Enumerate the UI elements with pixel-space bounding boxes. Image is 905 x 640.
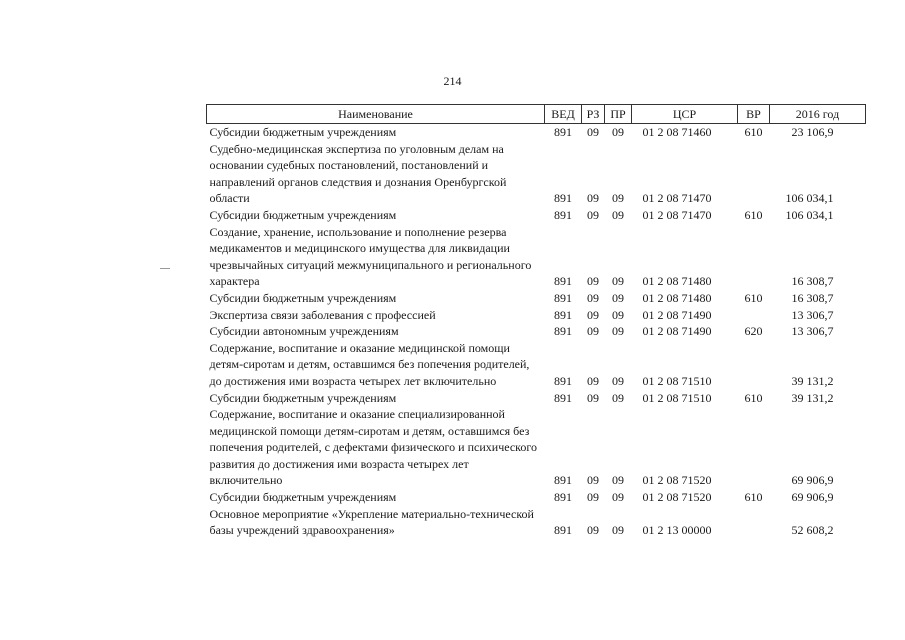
cell-name: Содержание, воспитание и оказание специализированной медицинской помощи детям-сиротам и детям, оставшимся без попечения родителей, с дефектами физического и психического развития до достижения ими возраста четырех лет включительно [209, 407, 538, 488]
cell-sum: 39 131,2 [791, 373, 834, 388]
cell-pr: 09 [612, 473, 624, 488]
cell-pr: 09 [612, 390, 624, 405]
cell-name: Содержание, воспитание и оказание медицинской помощи детям-сиротам и детям, оставшимся без попечения родителей, до достижения ими возраста четырех лет включительно [209, 340, 530, 388]
cell-vr: 610 [744, 290, 763, 305]
cell-csr: 01 2 13 00000 [642, 523, 712, 538]
cell-csr: 01 2 08 71480 [642, 290, 712, 305]
cell-rz: 09 [587, 290, 599, 305]
header-csr: ЦСР [632, 105, 738, 124]
cell-vr [738, 224, 770, 290]
cell-sum: 69 906,9 [791, 473, 834, 488]
cell-name: Субсидии бюджетным учреждениям [209, 490, 397, 505]
cell-csr: 01 2 08 71490 [642, 307, 712, 322]
table-row [207, 489, 866, 506]
margin-mark [160, 268, 170, 269]
header-name: Наименование [207, 105, 545, 124]
header-vr: ВР [738, 105, 770, 124]
cell-pr: 09 [612, 125, 624, 139]
cell-name: Судебно-медицинская экспертиза по уголовным делам на основании судебных постановлений, постановлений и направлений органов следствия и дознания Оренбургской области [209, 141, 507, 206]
cell-ved: 891 [554, 523, 572, 538]
cell-name: Субсидии бюджетным учреждениям [209, 207, 397, 222]
cell-vr [738, 141, 770, 207]
cell-csr: 01 2 08 71510 [642, 373, 712, 388]
cell-vr: 620 [744, 324, 763, 339]
cell-vr [738, 307, 770, 324]
table-row [207, 207, 866, 224]
budget-table [206, 104, 866, 539]
cell-ved: 891 [554, 390, 572, 405]
cell-rz: 09 [587, 324, 599, 339]
cell-sum: 13 306,7 [791, 307, 834, 322]
header-pr: ПР [605, 105, 632, 124]
cell-csr: 01 2 08 71520 [642, 473, 712, 488]
cell-vr [738, 506, 770, 539]
cell-sum: 16 308,7 [791, 274, 834, 289]
table-row [207, 323, 866, 340]
cell-csr: 01 2 08 71470 [642, 207, 712, 222]
cell-pr: 09 [612, 373, 624, 388]
cell-name: Основное мероприятие «Укрепление материально-технической базы учреждений здравоохранения» [209, 506, 534, 538]
cell-sum: 69 906,9 [791, 490, 834, 505]
cell-name: Субсидии автономным учреждениям [209, 324, 399, 339]
table-row [207, 307, 866, 324]
cell-ved: 891 [554, 191, 572, 206]
cell-sum: 106 034,1 [785, 191, 834, 206]
table-row [207, 290, 866, 307]
cell-rz: 09 [587, 390, 599, 405]
cell-pr: 09 [612, 490, 624, 505]
cell-csr: 01 2 08 71490 [642, 324, 712, 339]
cell-rz: 09 [587, 490, 599, 505]
cell-rz: 09 [587, 373, 599, 388]
cell-rz: 09 [587, 473, 599, 488]
cell-pr: 09 [612, 207, 624, 222]
cell-rz: 09 [587, 125, 599, 139]
cell-pr: 09 [612, 324, 624, 339]
cell-name: Экспертиза связи заболевания с профессией [209, 307, 436, 322]
cell-pr: 09 [612, 191, 624, 206]
cell-vr [738, 340, 770, 390]
cell-vr [738, 406, 770, 489]
cell-vr: 610 [744, 125, 763, 139]
header-rz: РЗ [582, 105, 605, 124]
cell-pr: 09 [612, 307, 624, 322]
cell-sum: 13 306,7 [791, 324, 834, 339]
cell-ved: 891 [554, 490, 572, 505]
header-ved: ВЕД [545, 105, 582, 124]
cell-sum: 106 034,1 [785, 207, 834, 222]
cell-name: Субсидии бюджетным учреждениям [209, 290, 397, 305]
cell-csr: 01 2 08 71470 [642, 191, 712, 206]
cell-ved: 891 [554, 307, 572, 322]
cell-csr: 01 2 08 71460 [642, 125, 712, 139]
cell-csr: 01 2 08 71520 [642, 490, 712, 505]
cell-sum: 23 106,9 [791, 125, 834, 139]
cell-pr: 09 [612, 274, 624, 289]
cell-ved: 891 [554, 125, 572, 139]
cell-ved: 891 [554, 473, 572, 488]
table-row [207, 141, 866, 207]
cell-sum: 16 308,7 [791, 290, 834, 305]
table-row [207, 124, 866, 141]
cell-csr: 01 2 08 71480 [642, 274, 712, 289]
cell-rz: 09 [587, 523, 599, 538]
cell-vr: 610 [744, 207, 763, 222]
cell-rz: 09 [587, 191, 599, 206]
cell-name: Создание, хранение, использование и пополнение резерва медикаментов и медицинского имущества для ликвидации чрезвычайных ситуаций межмуниципального и регионального характера [209, 224, 532, 289]
cell-ved: 891 [554, 324, 572, 339]
table-row [207, 406, 866, 489]
cell-vr: 610 [744, 490, 763, 505]
cell-csr: 01 2 08 71510 [642, 390, 712, 405]
cell-ved: 891 [554, 274, 572, 289]
table-body [207, 124, 866, 539]
cell-ved: 891 [554, 290, 572, 305]
page-number: 214 [443, 74, 462, 88]
cell-pr: 09 [612, 290, 624, 305]
cell-rz: 09 [587, 274, 599, 289]
cell-ved: 891 [554, 373, 572, 388]
cell-vr: 610 [744, 390, 763, 405]
table-row [207, 390, 866, 407]
cell-ved: 891 [554, 207, 572, 222]
cell-rz: 09 [587, 307, 599, 322]
cell-pr: 09 [612, 523, 624, 538]
cell-rz: 09 [587, 207, 599, 222]
cell-name: Субсидии бюджетным учреждениям [209, 125, 397, 139]
cell-sum: 52 608,2 [791, 523, 834, 538]
table-row [207, 340, 866, 390]
table-row [207, 506, 866, 539]
cell-name: Субсидии бюджетным учреждениям [209, 390, 397, 405]
table-row [207, 224, 866, 290]
table-header-row [207, 105, 866, 124]
header-sum: 2016 год [770, 105, 866, 124]
cell-sum: 39 131,2 [791, 390, 834, 405]
